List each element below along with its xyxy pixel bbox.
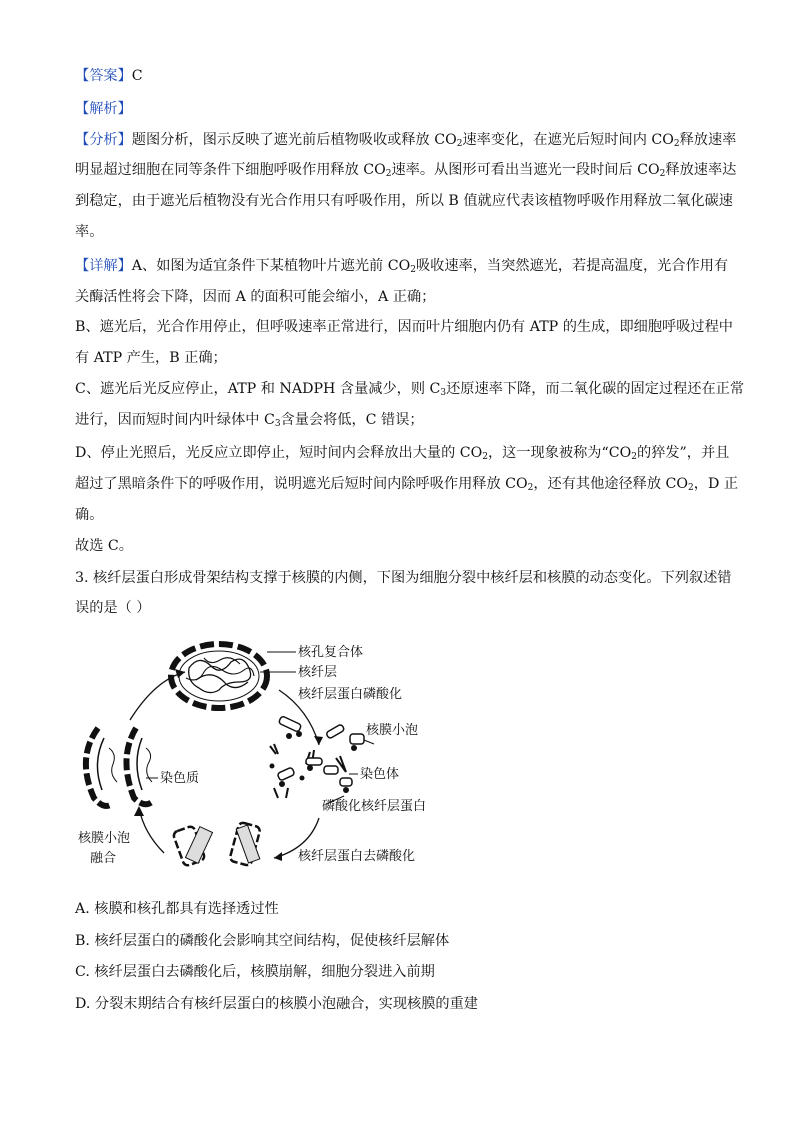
option-b: B. 核纤层蛋白的磷酸化会影响其空间结构，促使核纤层解体	[75, 933, 450, 949]
option-d: D. 分裂末期结合有核纤层蛋白的核膜小泡融合，实现核膜的重建	[75, 996, 478, 1012]
intact-nucleus	[171, 644, 267, 708]
fenxi-line-4: 率。	[75, 224, 104, 240]
answer-label: 【答案】	[75, 68, 132, 84]
label-nuclear-pore: 核孔复合体	[298, 645, 364, 660]
xiangjie-label: 【详解】	[75, 258, 132, 274]
label-dephosphorylation: 核纤层蛋白去磷酸化	[298, 849, 416, 864]
answer-line	[75, 66, 143, 86]
xiangjie-line-c1: C、遮光后光反应停止，ATP 和 NADPH 含量减少，则 $C_3$还原速率下降，而二氧化碳的固定过程还在正常	[75, 381, 745, 398]
label-vesicle-fusion-1: 核膜小泡	[78, 831, 131, 846]
disassembled-nucleus	[270, 716, 365, 798]
analysis-heading: 【解析】	[75, 101, 132, 117]
label-phosphorylation: 核纤层蛋白磷酸化	[298, 687, 403, 702]
arrow-return	[130, 672, 185, 720]
fenxi-line-1: 【分析】题图分析，图示反映了遮光前后植物吸收或释放 $CO_2$速率变化，在遮光后短时间内 $CO_2$释放速率	[75, 132, 737, 149]
label-chromatin: 染色质	[160, 771, 200, 786]
fenxi-label: 【分析】	[75, 132, 132, 148]
question-line-1: 3. 核纤层蛋白形成骨架结构支撑于核膜的内侧，下图为细胞分裂中核纤层和核膜的动态变化。下列叙述错	[75, 570, 732, 586]
label-vesicle-fusion-2: 融合	[90, 851, 117, 866]
option-a: A. 核膜和核孔都具有选择透过性	[75, 901, 279, 917]
nuclear-envelope-figure	[74, 628, 454, 888]
xiangjie-line-c2: 进行，因而短时间内叶绿体中 $C_3$含量会将低，C 错误；	[75, 412, 424, 429]
xiangjie-line-d3: 确。	[75, 507, 104, 523]
xiangjie-line-d2: 超过了黑暗条件下的呼吸作用，说明遮光后短时间内除呼吸作用释放 $CO_2$，还有其他途径释放 $CO_2$，D 正	[75, 476, 739, 493]
reassembling-chromosomes	[173, 822, 261, 867]
label-lamina: 核纤层	[298, 665, 338, 680]
xiangjie-line-b2: 有 ATP 产生，B 正确；	[75, 350, 227, 366]
xiangjie-line-a1: 【详解】A、如图为适宜条件下某植物叶片遮光前 $CO_2$吸收速率，当突然遮光，若提高温度，光合作用有	[75, 258, 729, 275]
xiangjie-line-d1: D、停止光照后，光反应立即停止，短时间内会释放出大量的 $CO_2$，这一现象被称为“$CO_2$的猝发”，并且	[75, 445, 730, 462]
conclusion: 故选 C。	[75, 538, 133, 554]
daughter-nuclei	[86, 728, 152, 806]
label-vesicle: 核膜小泡	[366, 723, 419, 738]
answer-value: C	[131, 68, 143, 84]
option-c: C. 核纤层蛋白去磷酸化后，核膜崩解，细胞分裂进入前期	[75, 964, 435, 980]
fenxi-line-2: 明显超过细胞在同等条件下细胞呼吸作用释放 $CO_2$速率。从图形可看出当遮光一段时间后 $CO_2$释放速率达	[75, 162, 737, 179]
fenxi-line-3: 到稳定，由于遮光后植物没有光合作用只有呼吸作用，所以 B 值就应代表该植物呼吸作用释放二氧化碳速	[75, 193, 733, 209]
label-phosphorylated-protein: 磷酸化核纤层蛋白	[322, 799, 427, 814]
xiangjie-line-a2: 关酶活性将会下降，因而 A 的面积可能会缩小，A 正确；	[75, 289, 436, 305]
question-line-2: 误的是（ ）	[75, 600, 151, 616]
label-chromosome: 染色体	[360, 767, 400, 782]
xiangjie-line-b1: B、遮光后，光合作用停止，但呼吸速率正常进行，因而叶片细胞内仍有 ATP 的生成，即细胞呼吸过程中	[75, 319, 733, 335]
